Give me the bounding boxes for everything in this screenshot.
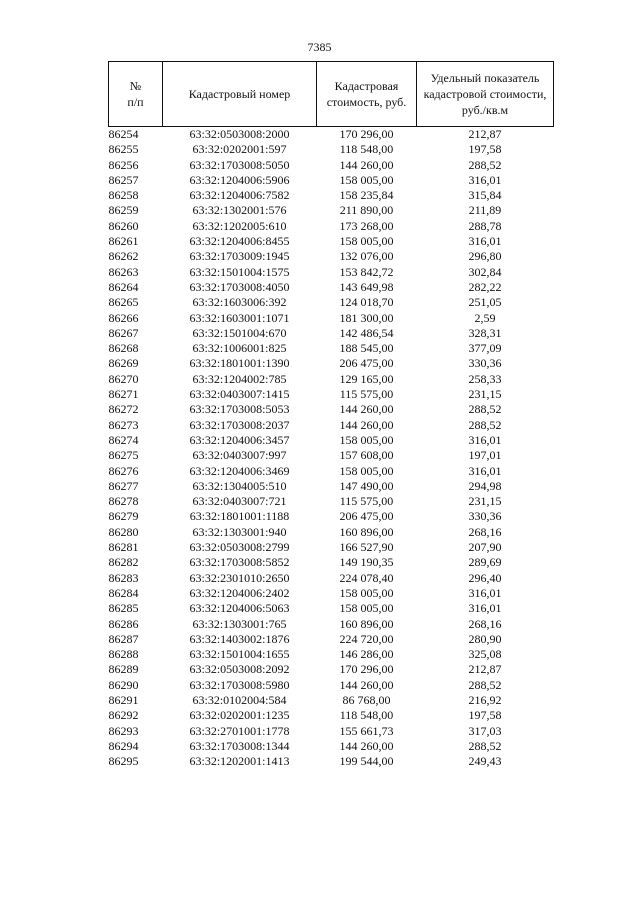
specific-indicator: 316,01 xyxy=(468,601,502,616)
header-index xyxy=(109,62,163,127)
table-row xyxy=(109,219,554,234)
specific-indicator: 316,01 xyxy=(468,172,502,187)
table-row xyxy=(109,678,554,693)
specific-indicator: 207,90 xyxy=(468,540,502,555)
cadastral-value: 160 896,00 xyxy=(339,524,394,539)
cadastral-number: 63:32:1703008:5050 xyxy=(189,157,290,172)
row-index: 86268 xyxy=(108,341,139,356)
row-index: 86280 xyxy=(108,524,139,539)
table-row xyxy=(109,479,554,494)
cadastral-number: 63:32:1501004:1655 xyxy=(189,647,290,662)
cadastral-value: 158 005,00 xyxy=(339,601,394,616)
specific-indicator: 216,92 xyxy=(468,692,502,707)
cadastral-value: 147 490,00 xyxy=(339,478,394,493)
row-index: 86272 xyxy=(108,402,139,417)
cadastral-value: 86 768,00 xyxy=(342,692,391,707)
cadastral-number: 63:32:1204006:8455 xyxy=(189,234,290,249)
specific-indicator: 316,01 xyxy=(468,432,502,447)
row-index: 86270 xyxy=(108,371,139,386)
specific-indicator: 289,69 xyxy=(468,555,502,570)
cadastral-value: 224 078,40 xyxy=(339,570,394,585)
table-row xyxy=(109,249,554,264)
cadastral-number: 63:32:1202001:1413 xyxy=(189,754,290,769)
cadastral-number: 63:32:1302001:576 xyxy=(192,203,287,218)
row-index: 86287 xyxy=(108,631,139,646)
cadastral-value: 206 475,00 xyxy=(339,509,394,524)
table-row xyxy=(109,540,554,555)
row-index: 86257 xyxy=(108,172,139,187)
cadastral-value: 158 005,00 xyxy=(339,585,394,600)
header-cadastral-value: Кадастровая стоимость, руб. xyxy=(317,62,417,127)
cadastral-number: 63:32:1204006:5063 xyxy=(189,601,290,616)
specific-indicator: 288,52 xyxy=(468,157,502,172)
row-index: 86263 xyxy=(108,264,139,279)
table-row xyxy=(109,571,554,586)
cadastral-number: 63:32:0202001:597 xyxy=(192,142,287,157)
table-row xyxy=(109,433,554,448)
cadastral-value: 146 286,00 xyxy=(339,647,394,662)
row-index: 86281 xyxy=(108,540,139,555)
table-row xyxy=(109,494,554,509)
cadastral-number: 63:32:2301010:2650 xyxy=(189,570,290,585)
specific-indicator: 377,09 xyxy=(468,341,502,356)
header-index-symbol: № xyxy=(129,79,142,93)
row-index: 86266 xyxy=(108,310,139,325)
row-index: 86284 xyxy=(108,585,139,600)
row-index: 86261 xyxy=(108,234,139,249)
row-index: 86290 xyxy=(108,677,139,692)
cadastral-value: 144 260,00 xyxy=(339,677,394,692)
specific-indicator: 302,84 xyxy=(468,264,502,279)
row-index: 86291 xyxy=(108,692,139,707)
cadastral-value: 153 842,72 xyxy=(339,264,394,279)
page-number: 7385 xyxy=(307,40,332,54)
row-index: 86279 xyxy=(108,509,139,524)
row-index: 86286 xyxy=(108,616,139,631)
table-row xyxy=(109,509,554,524)
table-row xyxy=(109,387,554,402)
cadastral-value: 157 608,00 xyxy=(339,448,394,463)
specific-indicator: 288,78 xyxy=(468,218,502,233)
specific-indicator: 231,15 xyxy=(468,494,502,509)
cadastral-number: 63:32:0202001:1235 xyxy=(189,708,290,723)
cadastral-value: 158 235,84 xyxy=(339,188,394,203)
table-row xyxy=(109,280,554,295)
table-row xyxy=(109,372,554,387)
specific-indicator: 2,59 xyxy=(474,310,496,325)
cadastral-value: 211 890,00 xyxy=(339,203,394,218)
specific-indicator: 330,36 xyxy=(468,509,502,524)
cadastral-value: 206 475,00 xyxy=(339,356,394,371)
cadastral-number: 63:32:1703008:1344 xyxy=(189,738,290,753)
cadastral-number: 63:32:1703008:4050 xyxy=(189,279,290,294)
specific-indicator: 288,52 xyxy=(468,417,502,432)
table-body xyxy=(109,127,554,770)
cadastral-number: 63:32:0403007:997 xyxy=(192,448,287,463)
cadastral-number: 63:32:1703008:2037 xyxy=(189,417,290,432)
row-index: 86273 xyxy=(108,417,139,432)
cadastral-value: 129 165,00 xyxy=(339,371,394,386)
specific-indicator: 288,52 xyxy=(468,402,502,417)
table-row xyxy=(109,754,554,769)
cadastral-value: 158 005,00 xyxy=(339,172,394,187)
row-index: 86265 xyxy=(108,295,139,310)
cadastral-value: 158 005,00 xyxy=(339,234,394,249)
table-row xyxy=(109,158,554,173)
cadastral-value: 173 268,00 xyxy=(339,218,394,233)
row-index: 86276 xyxy=(108,463,139,478)
cadastral-number: 63:32:1204006:3469 xyxy=(189,463,290,478)
specific-indicator: 315,84 xyxy=(468,188,502,203)
table-row xyxy=(109,188,554,203)
row-index: 86256 xyxy=(108,157,139,172)
row-index: 86294 xyxy=(108,738,139,753)
table-row xyxy=(109,617,554,632)
specific-indicator: 316,01 xyxy=(468,463,502,478)
cadastral-value: 124 018,70 xyxy=(339,295,394,310)
specific-indicator: 197,58 xyxy=(468,708,502,723)
cadastral-value-table xyxy=(108,61,554,769)
row-index: 86289 xyxy=(108,662,139,677)
table-row xyxy=(109,586,554,601)
cadastral-number: 63:32:1403002:1876 xyxy=(189,631,290,646)
table-row xyxy=(109,724,554,739)
cadastral-value: 170 296,00 xyxy=(339,662,394,677)
table-row xyxy=(109,356,554,371)
specific-indicator: 316,01 xyxy=(468,234,502,249)
table-row xyxy=(109,295,554,310)
specific-indicator: 296,80 xyxy=(468,249,502,264)
header-cadastral-number: Кадастровый номер xyxy=(163,62,317,127)
cadastral-number: 63:32:1703009:1945 xyxy=(189,249,290,264)
table-row xyxy=(109,448,554,463)
cadastral-number: 63:32:1703008:5980 xyxy=(189,677,290,692)
table-row xyxy=(109,647,554,662)
cadastral-number: 63:32:1303001:940 xyxy=(192,524,287,539)
specific-indicator: 325,08 xyxy=(468,647,502,662)
cadastral-number: 63:32:2701001:1778 xyxy=(189,723,290,738)
table-row xyxy=(109,693,554,708)
specific-indicator: 317,03 xyxy=(468,723,502,738)
cadastral-value: 143 649,98 xyxy=(339,279,394,294)
row-index: 86288 xyxy=(108,647,139,662)
cadastral-number: 63:32:1204002:785 xyxy=(192,371,287,386)
specific-indicator: 212,87 xyxy=(468,662,502,677)
cadastral-value: 144 260,00 xyxy=(339,157,394,172)
table-row xyxy=(109,662,554,677)
cadastral-number: 63:32:1703008:5053 xyxy=(189,402,290,417)
header-index-abbrev: п/п xyxy=(127,95,144,109)
row-index: 86254 xyxy=(108,127,139,141)
specific-indicator: 328,31 xyxy=(468,325,502,340)
cadastral-number: 63:32:1703008:5852 xyxy=(189,555,290,570)
cadastral-number: 63:32:1801001:1390 xyxy=(189,356,290,371)
specific-indicator: 211,89 xyxy=(468,203,502,218)
table-row xyxy=(109,464,554,479)
cadastral-number: 63:32:1204006:7582 xyxy=(189,188,290,203)
cadastral-number: 63:32:0403007:721 xyxy=(192,494,287,509)
cadastral-value: 160 896,00 xyxy=(339,616,394,631)
cadastral-number: 63:32:1304005:510 xyxy=(192,478,287,493)
row-index: 86262 xyxy=(108,249,139,264)
table-row xyxy=(109,341,554,356)
specific-indicator: 330,36 xyxy=(468,356,502,371)
cadastral-value: 144 260,00 xyxy=(339,738,394,753)
cadastral-number: 63:32:1603001:1071 xyxy=(189,310,290,325)
specific-indicator: 316,01 xyxy=(468,585,502,600)
specific-indicator: 288,52 xyxy=(468,738,502,753)
table-row xyxy=(109,525,554,540)
specific-indicator: 197,01 xyxy=(468,448,502,463)
table-row xyxy=(109,708,554,723)
table-row xyxy=(109,127,554,143)
cadastral-number: 63:32:0503008:2799 xyxy=(189,540,290,555)
cadastral-value: 224 720,00 xyxy=(339,631,394,646)
cadastral-value: 115 575,00 xyxy=(339,494,394,509)
cadastral-value: 199 544,00 xyxy=(339,754,394,769)
row-index: 86283 xyxy=(108,570,139,585)
cadastral-number: 63:32:1204006:3457 xyxy=(189,432,290,447)
specific-indicator: 294,98 xyxy=(468,478,502,493)
table-row xyxy=(109,326,554,341)
cadastral-value: 158 005,00 xyxy=(339,432,394,447)
table-row xyxy=(109,234,554,249)
table-row xyxy=(109,418,554,433)
table-row xyxy=(109,265,554,280)
specific-indicator: 268,16 xyxy=(468,616,502,631)
row-index: 86267 xyxy=(108,325,139,340)
table-row xyxy=(109,142,554,157)
cadastral-number: 63:32:1204006:2402 xyxy=(189,585,290,600)
cadastral-value: 155 661,73 xyxy=(339,723,394,738)
cadastral-number: 63:32:1303001:765 xyxy=(192,616,287,631)
row-index: 86274 xyxy=(108,432,139,447)
cadastral-value: 118 548,00 xyxy=(339,708,394,723)
cadastral-value: 144 260,00 xyxy=(339,417,394,432)
row-index: 86264 xyxy=(108,279,139,294)
table-row xyxy=(109,601,554,616)
row-index: 86271 xyxy=(108,387,139,402)
row-index: 86277 xyxy=(108,478,139,493)
header-specific-indicator: Удельный показатель кадастровой стоимости, руб./кв.м xyxy=(417,62,554,127)
row-index: 86293 xyxy=(108,723,139,738)
cadastral-value: 170 296,00 xyxy=(339,127,394,141)
table-row xyxy=(109,632,554,647)
cadastral-value: 149 190,35 xyxy=(339,555,394,570)
row-index: 86275 xyxy=(108,448,139,463)
cadastral-value: 142 486,54 xyxy=(339,325,394,340)
row-index: 86259 xyxy=(108,203,139,218)
specific-indicator: 288,52 xyxy=(468,677,502,692)
row-index: 86269 xyxy=(108,356,139,371)
cadastral-value: 158 005,00 xyxy=(339,463,394,478)
cadastral-number: 63:32:1501004:670 xyxy=(192,325,287,340)
row-index: 86258 xyxy=(108,188,139,203)
specific-indicator: 296,40 xyxy=(468,570,502,585)
specific-indicator: 280,90 xyxy=(468,631,502,646)
cadastral-number: 63:32:0403007:1415 xyxy=(189,387,290,402)
specific-indicator: 197,58 xyxy=(468,142,502,157)
row-index: 86278 xyxy=(108,494,139,509)
specific-indicator: 282,22 xyxy=(468,279,502,294)
row-index: 86255 xyxy=(108,142,139,157)
cadastral-number: 63:32:0102004:584 xyxy=(192,692,287,707)
cadastral-number: 63:32:1202005:610 xyxy=(192,218,287,233)
cadastral-value: 132 076,00 xyxy=(339,249,394,264)
row-index: 86295 xyxy=(108,754,139,769)
specific-indicator: 249,43 xyxy=(468,754,502,769)
table-row xyxy=(109,311,554,326)
row-index: 86285 xyxy=(108,601,139,616)
cadastral-value: 118 548,00 xyxy=(339,142,394,157)
table-row xyxy=(109,173,554,188)
cadastral-number: 63:32:1801001:1188 xyxy=(189,509,290,524)
specific-indicator: 231,15 xyxy=(468,387,502,402)
cadastral-value: 166 527,90 xyxy=(339,540,394,555)
specific-indicator: 258,33 xyxy=(468,371,502,386)
table-row xyxy=(109,555,554,570)
cadastral-value: 115 575,00 xyxy=(339,387,394,402)
table-row xyxy=(109,203,554,218)
cadastral-number: 63:32:0503008:2092 xyxy=(189,662,290,677)
specific-indicator: 268,16 xyxy=(468,524,502,539)
cadastral-number: 63:32:1204006:5906 xyxy=(189,172,290,187)
cadastral-value: 188 545,00 xyxy=(339,341,394,356)
cadastral-number: 63:32:1501004:1575 xyxy=(189,264,290,279)
row-index: 86282 xyxy=(108,555,139,570)
cadastral-value: 181 300,00 xyxy=(339,310,394,325)
table-row xyxy=(109,739,554,754)
row-index: 86292 xyxy=(108,708,139,723)
table-header xyxy=(109,62,554,127)
cadastral-number: 63:32:1603006:392 xyxy=(192,295,287,310)
specific-indicator: 251,05 xyxy=(468,295,502,310)
table-row xyxy=(109,402,554,417)
cadastral-value: 144 260,00 xyxy=(339,402,394,417)
specific-indicator: 212,87 xyxy=(468,127,502,141)
row-index: 86260 xyxy=(108,218,139,233)
cadastral-number: 63:32:0503008:2000 xyxy=(189,127,290,141)
cadastral-number: 63:32:1006001:825 xyxy=(192,341,287,356)
